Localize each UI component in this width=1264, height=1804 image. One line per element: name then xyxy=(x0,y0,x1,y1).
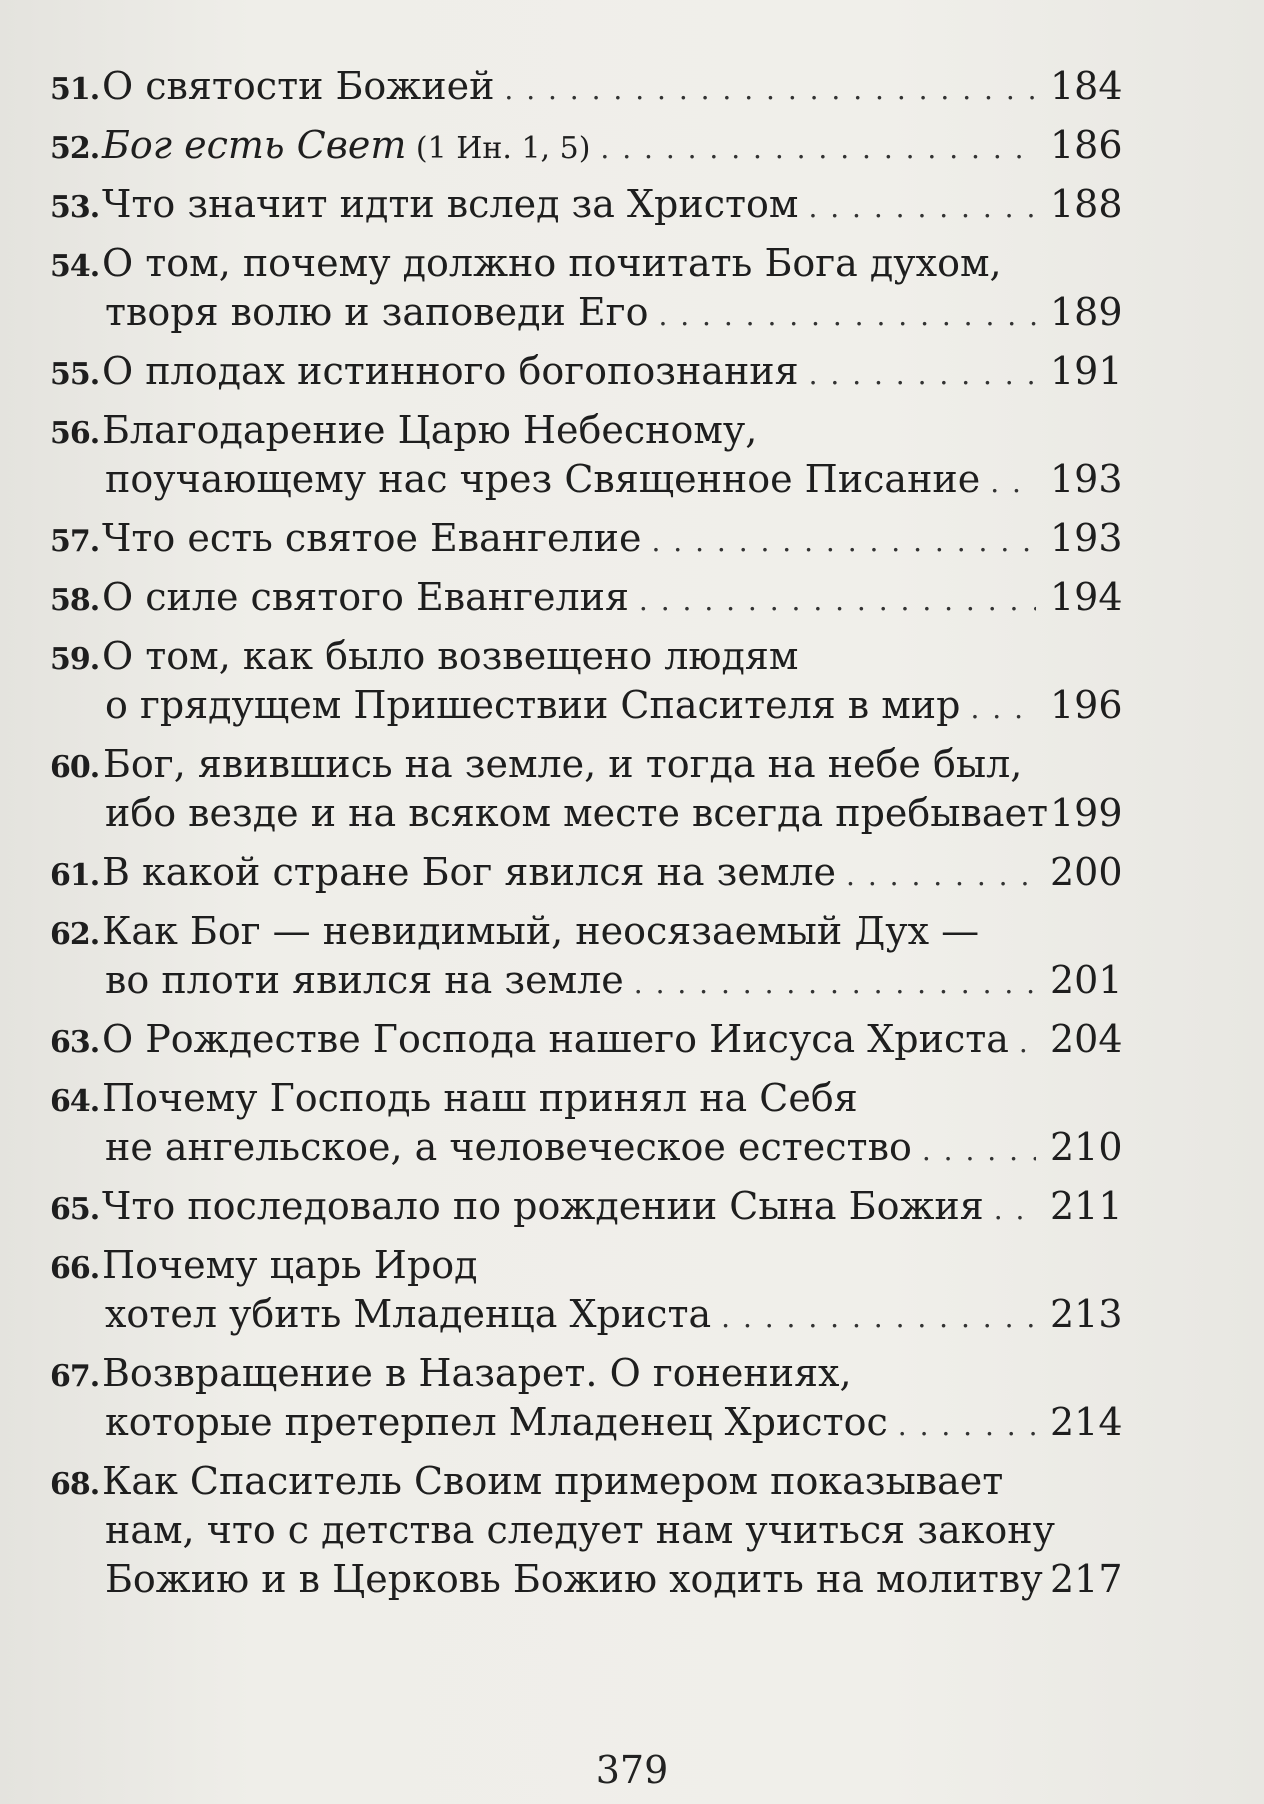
leader-dots xyxy=(1019,1018,1036,1067)
toc-entry-52 xyxy=(50,121,1123,170)
entry-number: 58. xyxy=(50,583,100,618)
entry-page: 191 xyxy=(1050,349,1123,393)
entry-title: О святости Божией xyxy=(102,64,495,108)
entry-title-line: Благодарение Царю Небесному, xyxy=(102,408,758,452)
entry-page: 186 xyxy=(1050,123,1123,167)
page-number: 379 xyxy=(595,1748,669,1792)
toc-entry-53 xyxy=(50,180,1123,229)
table-of-contents xyxy=(50,62,1123,1614)
entry-title-line: не ангельское, а человеческое естество xyxy=(105,1125,912,1169)
entry-page: 194 xyxy=(1050,575,1123,619)
entry-title: Что значит идти вслед за Христом xyxy=(102,182,799,226)
entry-title-line: поучающему нас чрез Священное Писание xyxy=(105,457,981,501)
entry-number: 62. xyxy=(50,917,100,952)
leader-dots xyxy=(922,1126,1036,1175)
leader-dots xyxy=(808,183,1036,232)
leader-dots xyxy=(504,65,1036,114)
entry-page: 204 xyxy=(1050,1017,1123,1061)
leader-dots xyxy=(994,1185,1036,1234)
entry-title-line: во плоти явился на земле xyxy=(105,958,624,1002)
entry-title-italic: Бог есть Свет xyxy=(102,123,407,167)
entry-title-line: Почему царь Ирод xyxy=(102,1243,478,1287)
toc-entry-59 xyxy=(50,632,1123,730)
leader-dots xyxy=(600,124,1036,173)
entry-number: 67. xyxy=(50,1359,100,1394)
leader-dots xyxy=(639,576,1036,625)
entry-page: 210 xyxy=(1050,1125,1123,1169)
entry-title-line: Божию и в Церковь Божию ходить на молитву xyxy=(105,1557,1043,1601)
entry-title-line: творя волю и заповеди Его xyxy=(105,290,649,334)
entry-page: 196 xyxy=(1050,683,1123,727)
entry-number: 57. xyxy=(50,524,100,559)
entry-title: Что последовало по рождении Сына Божия xyxy=(102,1184,984,1228)
toc-entry-63 xyxy=(50,1015,1123,1064)
entry-page: 184 xyxy=(1050,64,1123,108)
entry-title-line: Почему Господь наш принял на Себя xyxy=(102,1076,858,1120)
toc-entry-67 xyxy=(50,1349,1123,1447)
entry-number: 66. xyxy=(50,1251,100,1286)
entry-number: 59. xyxy=(50,642,100,677)
entry-page: 193 xyxy=(1050,457,1123,501)
entry-number: 55. xyxy=(50,357,100,392)
toc-entry-62 xyxy=(50,907,1123,1005)
entry-title-line: Возвращение в Назарет. О гонениях, xyxy=(102,1351,852,1395)
entry-number: 56. xyxy=(50,416,100,451)
entry-number: 51. xyxy=(50,72,100,107)
entry-page: 193 xyxy=(1050,516,1123,560)
entry-page: 199 xyxy=(1050,791,1123,835)
leader-dots xyxy=(809,350,1036,399)
toc-entry-58 xyxy=(50,573,1123,622)
entry-title-line: Как Спаситель Своим примером показывает xyxy=(102,1459,1004,1503)
entry-title-line: Бог, явившись на земле, и тогда на небе был, xyxy=(103,742,1023,786)
entry-page: 200 xyxy=(1050,850,1123,894)
entry-number: 68. xyxy=(50,1467,100,1502)
entry-page: 189 xyxy=(1050,290,1123,334)
entry-title: В какой стране Бог явился на земле xyxy=(102,850,837,894)
entry-page: 213 xyxy=(1050,1292,1123,1336)
entry-page: 201 xyxy=(1050,958,1123,1002)
entry-page: 211 xyxy=(1050,1184,1123,1228)
entry-page: 214 xyxy=(1050,1400,1123,1444)
entry-title-line: ибо везде и на всяком месте всегда пребывает xyxy=(105,791,1049,835)
entry-title-line: Как Бог — невидимый, неосязаемый Дух — xyxy=(102,909,980,953)
entry-title-line: О том, как было возвещено людям xyxy=(102,634,799,678)
entry-title: О Рождестве Господа нашего Иисуса Христа xyxy=(102,1017,1009,1061)
leader-dots xyxy=(652,517,1037,566)
entry-number: 53. xyxy=(50,190,100,225)
leader-dots xyxy=(990,458,1036,507)
entry-number: 64. xyxy=(50,1084,100,1119)
entry-title-line: О том, почему должно почитать Бога духом, xyxy=(102,241,1002,285)
toc-entry-54 xyxy=(50,239,1123,337)
entry-number: 61. xyxy=(50,858,100,893)
entry-number: 52. xyxy=(50,131,100,166)
entry-page: 188 xyxy=(1050,182,1123,226)
leader-dots xyxy=(721,1293,1036,1342)
entry-title-line: которые претерпел Младенец Христос xyxy=(105,1400,888,1444)
entry-title: О силе святого Евангелия xyxy=(102,575,629,619)
toc-entry-56 xyxy=(50,406,1123,504)
leader-dots xyxy=(970,684,1036,733)
toc-entry-55 xyxy=(50,347,1123,396)
toc-entry-60 xyxy=(50,740,1123,838)
leader-dots xyxy=(898,1401,1036,1450)
toc-entry-61 xyxy=(50,848,1123,897)
toc-entry-65 xyxy=(50,1182,1123,1231)
toc-entry-66 xyxy=(50,1241,1123,1339)
toc-entry-64 xyxy=(50,1074,1123,1172)
leader-dots xyxy=(846,851,1036,900)
entry-title: О плодах истинного богопознания xyxy=(102,349,799,393)
entry-number: 60. xyxy=(50,750,100,785)
entry-title-line: хотел убить Младенца Христа xyxy=(105,1292,712,1336)
entry-title-line: нам, что с детства следует нам учиться закону xyxy=(105,1508,1055,1552)
entry-title: Что есть святое Евангелие xyxy=(102,516,642,560)
toc-entry-57 xyxy=(50,514,1123,563)
leader-dots xyxy=(658,291,1036,340)
entry-title xyxy=(102,121,590,173)
entry-number: 54. xyxy=(50,249,100,284)
toc-entry-68 xyxy=(50,1457,1123,1604)
scripture-reference: (1 Ин. 1, 5) xyxy=(406,131,591,166)
entry-page: 217 xyxy=(1050,1557,1123,1601)
toc-entry-51 xyxy=(50,62,1123,111)
entry-title-line: о грядущем Пришествии Спасителя в мир xyxy=(105,683,961,727)
entry-number: 63. xyxy=(50,1025,100,1060)
leader-dots xyxy=(634,959,1036,1008)
entry-number: 65. xyxy=(50,1192,100,1227)
